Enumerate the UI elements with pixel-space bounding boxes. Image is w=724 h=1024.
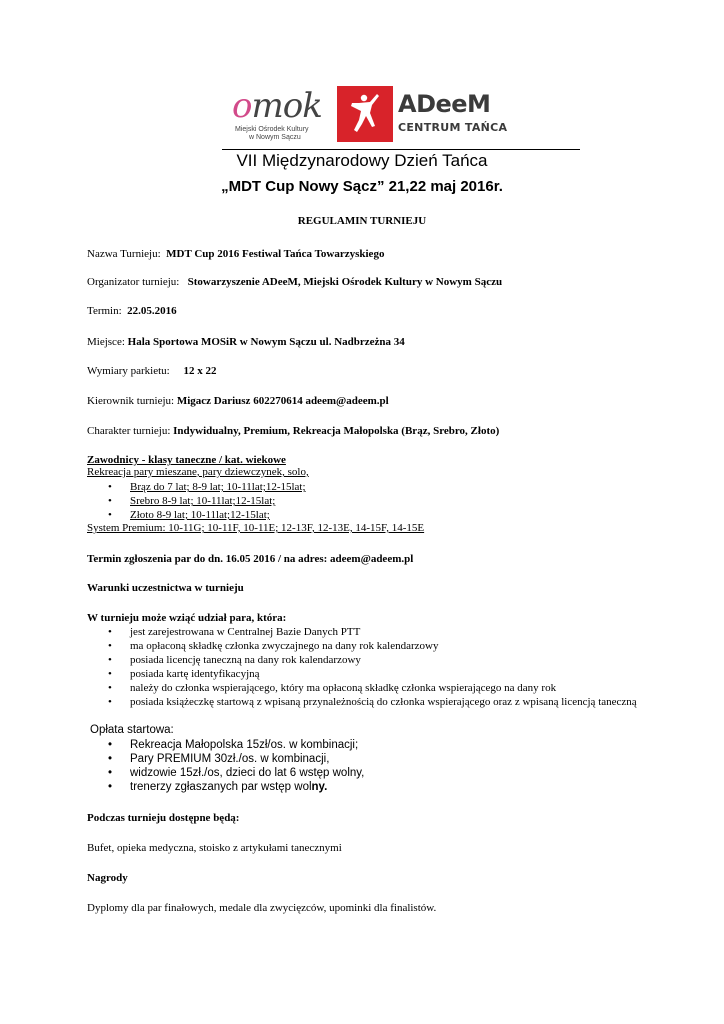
competitors-premium: System Premium: 10-11G; 10-11F, 10-11E; 12-13F, 12-13E, 14-15F, 14-15E (87, 522, 425, 534)
list-item: • Brąz do 7 lat; 8-9 lat; 10-11lat;12-15lat; (87, 480, 306, 494)
event-title: VII Międzynarodowy Dzień Tańca (236, 151, 488, 170)
list-item: • widzowie 15zł./os, dzieci do lat 6 wstęp wolny, (87, 766, 364, 780)
document-title: REGULAMIN TURNIEJU (297, 215, 427, 227)
mok-logo (232, 86, 332, 146)
list-item: • trenerzy zgłaszanych par wstęp wolny. (87, 780, 364, 794)
competitors-rekreacja: Rekreacja pary mieszane, pary dziewczynek, solo, (87, 466, 309, 478)
prizes-text: Dyplomy dla par finałowych, medale dla zwycięzców, upominki dla finalistów. (87, 902, 437, 914)
dancer-icon (337, 86, 393, 142)
eligibility-list (87, 625, 637, 709)
info-row-manager: Kierownik turnieju: Migacz Dariusz 602270614 adeem@adeem.pl (87, 395, 389, 407)
prizes-heading: Nagrody (87, 872, 128, 884)
list-item: • Pary PREMIUM 30zł./os. w kombinacji, (87, 752, 364, 766)
available-heading: Podczas turnieju dostępne będą: (87, 812, 240, 824)
list-item: • posiada książeczkę startową z wpisaną przynależnością do członka wspierającego oraz z wpisaną licencją taneczną (87, 695, 637, 709)
adeem-logo-sub: CENTRUM TAŃCA (398, 121, 508, 134)
header-divider (222, 149, 580, 150)
conditions-heading: Warunki uczestnictwa w turnieju (87, 582, 244, 594)
event-subtitle: „MDT Cup Nowy Sącz” 21,22 maj 2016r. (221, 178, 503, 195)
available-text: Bufet, opieka medyczna, stoisko z artykułami tanecznymi (87, 842, 342, 854)
list-item: • posiada kartę identyfikacyjną (87, 667, 637, 681)
registration-deadline: Termin zgłoszenia par do dn. 16.05 2016 / na adres: adeem@adeem.pl (87, 553, 414, 565)
list-item: • Srebro 8-9 lat; 10-11lat;12-15lat; (87, 494, 306, 508)
list-item: • jest zarejestrowana w Centralnej Bazie Danych PTT (87, 625, 637, 639)
info-row-organizer: Organizator turnieju: Stowarzyszenie ADeeM, Miejski Ośrodek Kultury w Nowym Sączu (87, 276, 503, 288)
list-item: • Złoto 8-9 lat; 10-11lat;12-15lat; (87, 508, 306, 522)
info-row-name: Nazwa Turnieju: MDT Cup 2016 Festiwal Tańca Towarzyskiego (87, 248, 385, 260)
list-item: • posiada licencję taneczną na dany rok kalendarzowy (87, 653, 637, 667)
eligibility-heading: W turnieju może wziąć udział para, która: (87, 612, 287, 624)
competitors-heading: Zawodnicy - klasy taneczne / kat. wiekowe (87, 454, 286, 466)
competitors-class-list (87, 480, 306, 522)
mok-logo-word: omok (232, 86, 322, 126)
mok-logo-line1: Miejski Ośrodek Kultury (235, 126, 309, 133)
adeem-logo-word: ADeeM (398, 90, 491, 118)
info-row-character: Charakter turnieju: Indywidualny, Premium, Rekreacja Małopolska (Brąz, Srebro, Złoto) (87, 425, 500, 437)
fee-list (87, 738, 364, 794)
info-row-date: Termin: 22.05.2016 (87, 305, 177, 317)
list-item: • ma opłaconą składkę członka zwyczajnego na dany rok kalendarzowy (87, 639, 637, 653)
info-row-floor: Wymiary parkietu: 12 x 22 (87, 365, 217, 377)
fee-heading: Opłata startowa: (90, 724, 174, 736)
list-item: • Rekreacja Małopolska 15zł/os. w kombinacji; (87, 738, 364, 752)
info-row-place: Miejsce: Hala Sportowa MOSiR w Nowym Sączu ul. Nadbrzeżna 34 (87, 336, 405, 348)
list-item: • należy do członka wspierającego, który ma opłaconą składkę członka wspierającego na dany rok (87, 681, 637, 695)
mok-logo-line2: w Nowym Sączu (249, 134, 301, 141)
